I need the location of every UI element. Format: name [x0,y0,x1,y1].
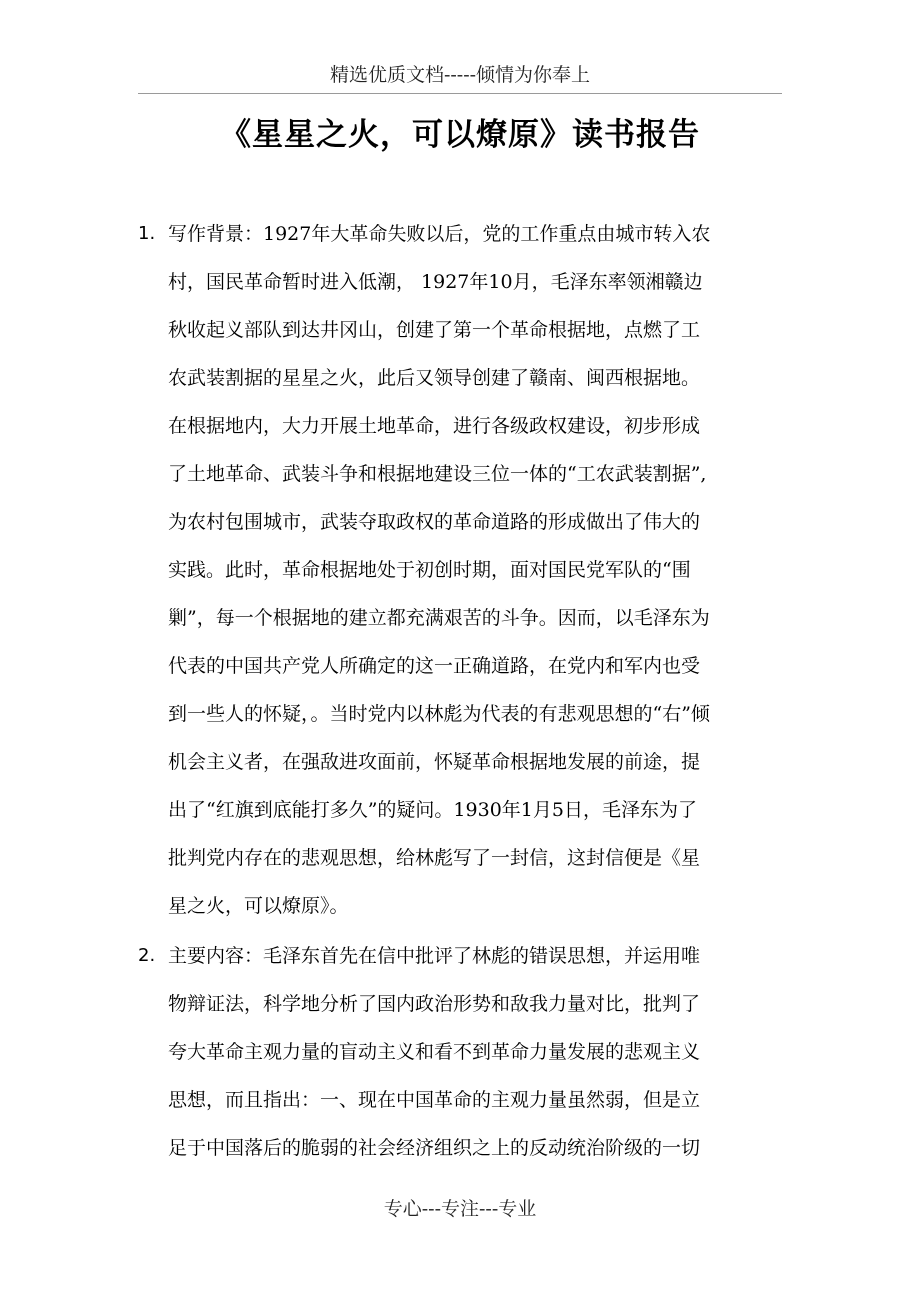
list-item-body [168,210,798,930]
body-line: 机会主义者，在强敌进攻面前，怀疑革命根据地发展的前途，提 [168,751,701,773]
body-line: 批判党内存在的悲观思想，给林彪写了一封信，这封信便是《星 [168,847,701,869]
body-line: 主要内容：毛泽东首先在信中批评了林彪的错误思想，并运用唯 [168,945,701,967]
body-line: 农武装割据的星星之火，此后又领导创建了赣南、闽西根据地。 [168,367,701,389]
list-item-body [168,932,798,1172]
body-line: 物辩证法，科学地分析了国内政治形势和敌我力量对比，批判了 [168,993,701,1015]
body-line: 代表的中国共产党人所确定的这一正确道路，在党内和军内也受 [168,655,701,677]
body-line: 村，国民革命暂时进入低潮， 1927年10月，毛泽东率领湘赣边 [168,271,703,293]
page-header: 精选优质文档-----倾情为你奉上 [329,64,591,86]
body-line: 在根据地内，大力开展土地革命，进行各级政权建设，初步形成 [168,415,701,437]
body-line: 了土地革命、武装斗争和根据地建设三位一体的“工农武装割据”, [168,463,707,485]
page-footer: 专心---专注---专业 [383,1198,537,1220]
header-divider [138,93,782,94]
body-line: 星之火，可以燎原》。 [168,895,349,917]
body-line: 秋收起义部队到达井冈山，创建了第一个革命根据地，点燃了工 [168,319,701,341]
body-line: 夸大革命主观力量的盲动主义和看不到革命力量发展的悲观主义 [168,1041,701,1063]
list-item-number: 2. [138,945,156,966]
body-line: 出了“红旗到底能打多久”的疑问。1930年1月5日，毛泽东为了 [168,799,697,821]
body-line: 写作背景：1927年大革命失败以后，党的工作重点由城市转入农 [168,223,711,245]
document-title: 《星星之火，可以燎原》读书报告 [220,117,700,153]
body-line: 到一些人的怀疑，。当时党内以林彪为代表的有悲观思想的“右”倾 [168,703,710,725]
list-item-number: 1. [138,223,156,244]
body-line: 思想，而且指出：一、现在中国革命的主观力量虽然弱，但是立 [168,1089,701,1111]
body-line: 为农村包围城市，武装夺取政权的革命道路的形成做出了伟大的 [168,511,701,533]
body-line: 实践。此时，革命根据地处于初创时期，面对国民党军队的“围 [168,559,691,581]
body-line: 足于中国落后的脆弱的社会经济组织之上的反动统治阶级的一切 [168,1137,701,1159]
body-line: 剿”，每一个根据地的建立都充满艰苦的斗争。因而，以毛泽东为 [168,607,710,629]
